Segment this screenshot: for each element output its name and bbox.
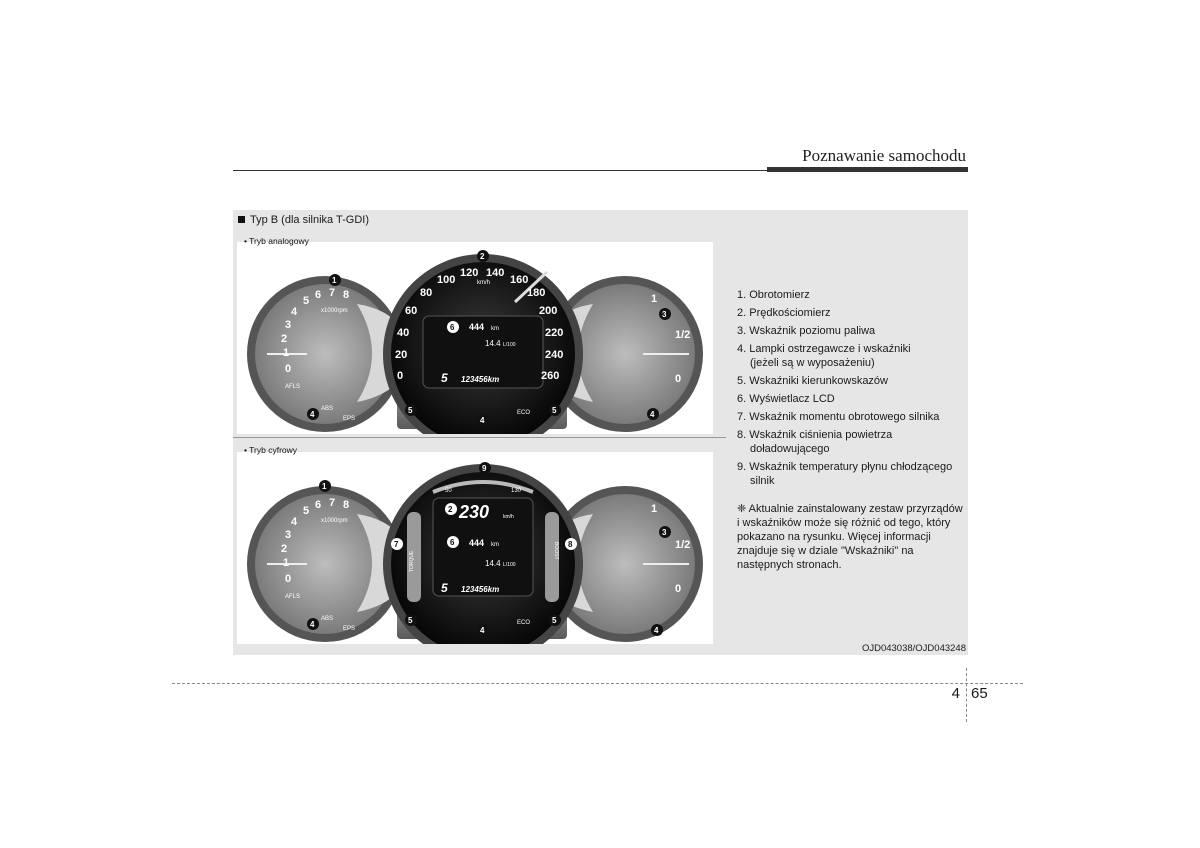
- speed-unit: km/h: [477, 280, 491, 286]
- legend: [737, 288, 965, 572]
- callout-number: 6: [450, 323, 455, 332]
- tacho-tick-label: 4: [291, 306, 298, 318]
- footer-rule: [172, 683, 1023, 684]
- tacho-tick-label: 0: [285, 573, 292, 585]
- afls-label: AFLS: [285, 594, 301, 600]
- legend-item: 9. Wskaźnik temperatury płynu chłodzącego: [737, 461, 953, 473]
- tacho-tick-label: 3: [285, 529, 292, 541]
- legend-item: 6. Wyświetlacz LCD: [737, 393, 835, 405]
- tacho-tick-label: 2: [281, 333, 288, 345]
- legend-item-continuation: silnik: [750, 475, 775, 487]
- note-text: ❈ Aktualnie zainstalowany zestaw przyrządów i wskaźników może się różnić od tego, który pokazano na rysunku. Więcej informacji znajduje się w dziale "Wskaźniki" na następnych stronach.: [737, 503, 963, 571]
- analog-cluster-image: [237, 242, 713, 434]
- temp-min-label: 50: [445, 488, 452, 494]
- fuel-tick-label: 1: [651, 503, 658, 515]
- callout-number: 4: [654, 626, 659, 635]
- lcd-odometer: 123456km: [461, 585, 500, 594]
- legend-item-continuation: doładowującego: [750, 443, 830, 455]
- callout-number: 9: [482, 464, 487, 473]
- callout-number: 4: [650, 410, 655, 419]
- fuel-tick-label: 0: [675, 583, 682, 595]
- speed-tick-label: 200: [539, 305, 558, 317]
- digital-speed-unit: km/h: [503, 514, 514, 520]
- speed-tick-label: 160: [510, 274, 529, 286]
- section-heading-text: Typ B (dla silnika T-GDI): [250, 214, 369, 226]
- tacho-tick-label: 8: [343, 499, 350, 511]
- eco-label: ECO: [517, 410, 531, 416]
- speed-tick-label: 180: [527, 287, 546, 299]
- fuel-tick-label: 1/2: [675, 539, 691, 551]
- lcd-odometer: 123456km: [461, 375, 500, 384]
- torque-label: TORQUE: [409, 550, 415, 572]
- eco-label: ECO: [517, 620, 531, 626]
- page-header-title: Poznawanie samochodu: [802, 146, 966, 165]
- header-rule-accent: [767, 167, 968, 172]
- tacho-tick-label: 3: [285, 319, 292, 331]
- callout-number: 4: [480, 626, 485, 635]
- callout-number: 2: [480, 252, 485, 261]
- eps-label: EPS: [343, 416, 356, 422]
- callout-number: 8: [568, 540, 573, 549]
- page-number: 65: [971, 685, 988, 702]
- lcd-consumption: 14.4: [485, 339, 501, 348]
- tacho-unit: x1000rpm: [321, 308, 348, 314]
- footer-divider: [966, 668, 967, 722]
- analog-mode-label: • Tryb analogowy: [244, 236, 309, 246]
- digital-speed: 230: [459, 502, 490, 522]
- legend-item: 1. Obrotomierz: [737, 289, 810, 301]
- tacho-tick-label: 5: [303, 505, 310, 517]
- tacho-tick-label: 1: [283, 347, 290, 359]
- tacho-tick-label: 6: [315, 499, 322, 511]
- tacho-tick-label: 1: [283, 557, 290, 569]
- callout-number: 3: [662, 310, 667, 319]
- tacho-tick-label: 6: [315, 289, 322, 301]
- afls-label: AFLS: [285, 384, 301, 390]
- eps-label: EPS: [343, 626, 356, 632]
- legend-item-continuation: (jeżeli są w wyposażeniu): [750, 357, 875, 369]
- digital-cluster-drawing: [237, 452, 713, 644]
- lcd-range-unit: km: [491, 542, 499, 548]
- callout-number: 4: [310, 620, 315, 629]
- fuel-tick-label: 1: [651, 293, 658, 305]
- callout-number: 6: [450, 538, 455, 547]
- callout-number: 1: [332, 276, 337, 285]
- digital-mode-label: • Tryb cyfrowy: [244, 445, 298, 455]
- lcd-range: 444: [469, 322, 485, 332]
- speed-tick-label: 120: [460, 267, 479, 279]
- speed-tick-label: 20: [395, 349, 408, 361]
- speed-tick-label: 80: [420, 287, 433, 299]
- section-heading: [238, 214, 369, 226]
- lcd-consumption: 14.4: [485, 559, 501, 568]
- legend-item: 4. Lampki ostrzegawcze i wskaźniki: [737, 343, 911, 355]
- legend-item: 7. Wskaźnik momentu obrotowego silnika: [737, 411, 940, 423]
- speed-tick-label: 40: [397, 327, 410, 339]
- tacho-tick-label: 8: [343, 289, 350, 301]
- abs-label: ABS: [321, 616, 334, 622]
- callout-number: 1: [322, 482, 327, 491]
- lcd-gear: 5: [441, 371, 448, 385]
- tacho-tick-label: 4: [291, 516, 298, 528]
- callout-number: 3: [662, 528, 667, 537]
- callout-number: 5: [552, 616, 557, 625]
- callout-number: 4: [310, 410, 315, 419]
- lcd-gear: 5: [441, 581, 448, 595]
- speed-tick-label: 220: [545, 327, 564, 339]
- legend-item: 3. Wskaźnik poziomu paliwa: [737, 325, 876, 337]
- lcd-consumption-unit: L/100: [503, 562, 516, 568]
- callout-number: 4: [480, 416, 485, 425]
- callout-number: 5: [408, 616, 413, 625]
- speed-tick-label: 60: [405, 305, 418, 317]
- callout-number: 5: [552, 406, 557, 415]
- tacho-unit: x1000rpm: [321, 518, 348, 524]
- temp-max-label: 130: [511, 488, 522, 494]
- tacho-tick-label: 7: [329, 287, 336, 299]
- tacho-tick-label: 0: [285, 363, 292, 375]
- legend-list: [737, 288, 965, 488]
- speed-tick-label: 140: [486, 267, 505, 279]
- speed-tick-label: 100: [437, 274, 456, 286]
- speed-tick-label: 0: [397, 370, 404, 382]
- tacho-tick-label: 2: [281, 543, 288, 555]
- legend-item: 2. Prędkościomierz: [737, 307, 831, 319]
- chapter-number: 4: [951, 685, 960, 702]
- lcd-consumption-unit: L/100: [503, 342, 516, 348]
- tacho-tick-label: 7: [329, 497, 336, 509]
- abs-label: ABS: [321, 406, 334, 412]
- speed-tick-label: 260: [541, 370, 560, 382]
- square-bullet-icon: [238, 216, 245, 223]
- lcd-range: 444: [469, 538, 485, 548]
- legend-item: 5. Wskaźniki kierunkowskazów: [737, 375, 888, 387]
- callout-number: 2: [448, 505, 453, 514]
- lcd-range-unit: km: [491, 326, 499, 332]
- speed-tick-label: 240: [545, 349, 564, 361]
- tacho-tick-label: 5: [303, 295, 310, 307]
- boost-label: BOOST: [553, 542, 559, 560]
- fuel-tick-label: 1/2: [675, 329, 691, 341]
- image-code: OJD043038/OJD043248: [861, 643, 966, 654]
- analog-cluster-drawing: [237, 242, 713, 434]
- callout-number: 7: [394, 540, 399, 549]
- digital-cluster-image: [237, 452, 713, 644]
- callout-number: 5: [408, 406, 413, 415]
- mode-divider: [233, 437, 726, 438]
- legend-item: 8. Wskaźnik ciśnienia powietrza: [737, 429, 893, 441]
- fuel-tick-label: 0: [675, 373, 682, 385]
